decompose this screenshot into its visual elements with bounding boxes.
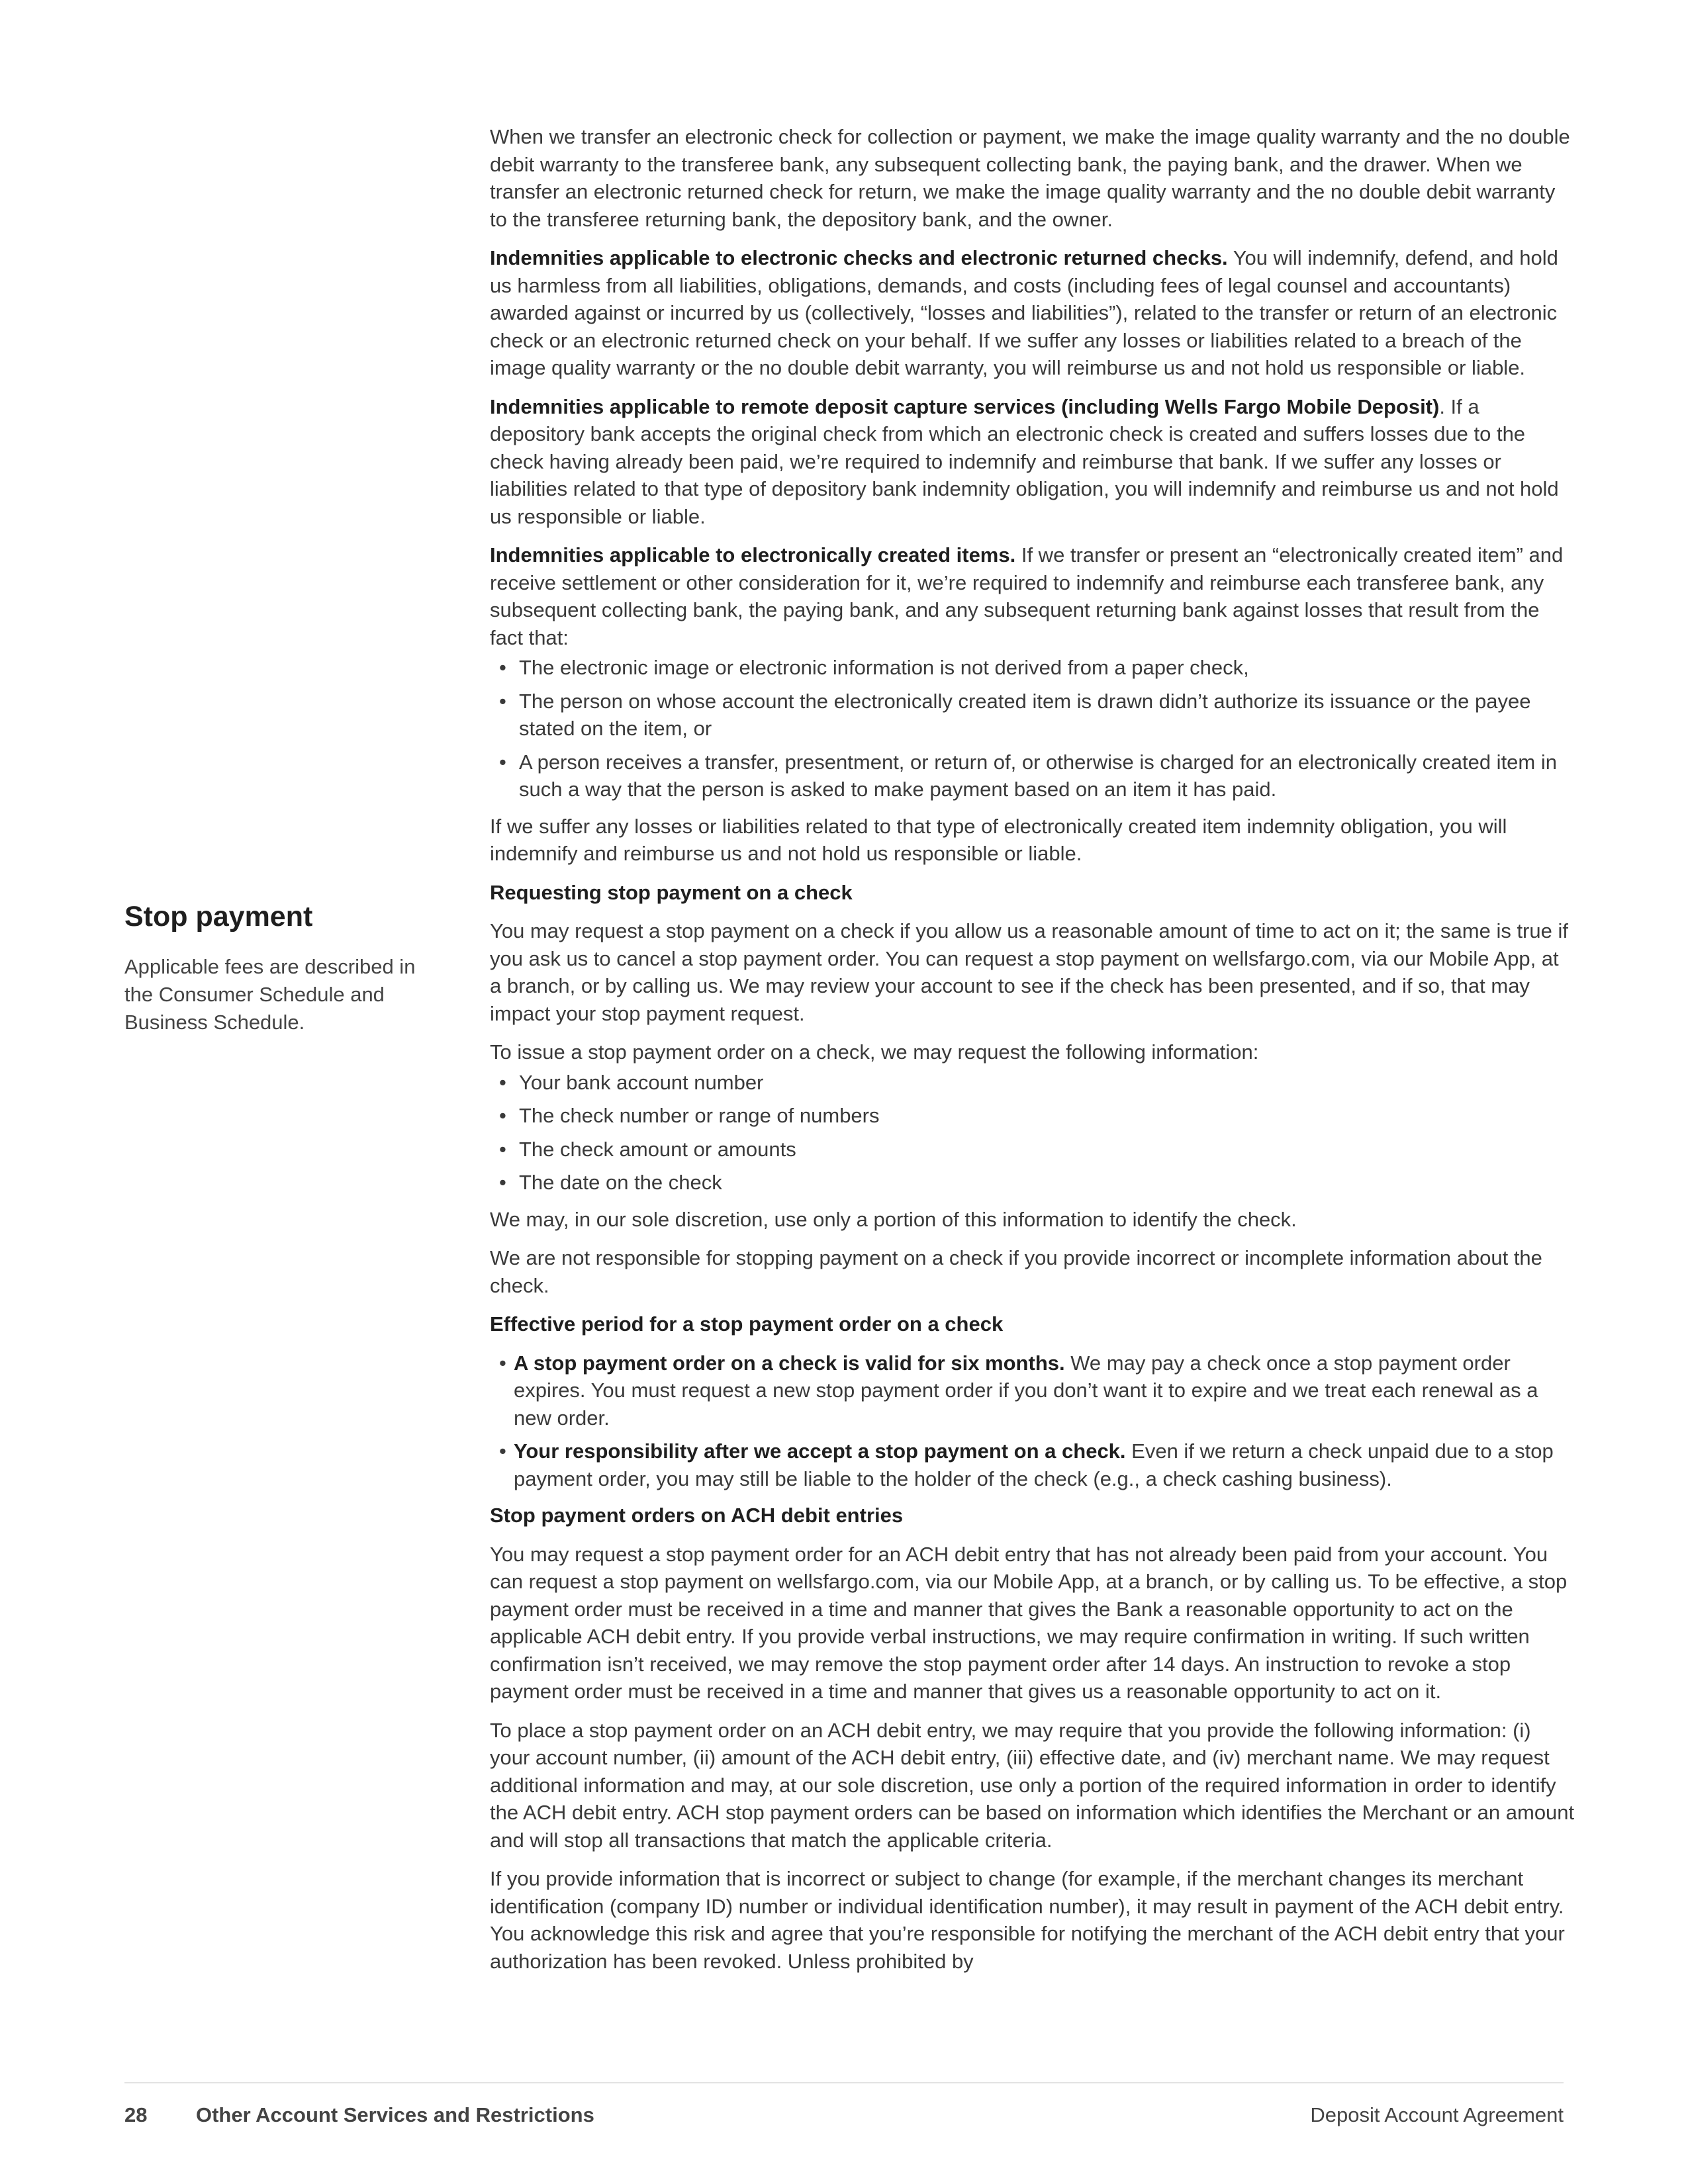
requesting-stop-payment-text: You may request a stop payment on a check if you allow us a reasonable amount of time to act on it; the same is true if you ask us to cancel a stop payment order. You can request a stop payment on wellsfargo.com, via our Mobile App, at a branch, or by calling us. We may review your account to see if the check has been presented, and if so, that may impact your stop payment request. bbox=[490, 919, 1568, 1025]
discretion-paragraph: We may, in our sole discretion, use only a portion of this information to identify the check. bbox=[490, 1207, 1297, 1231]
list-item-bold: A stop payment order on a check is valid for six months. bbox=[514, 1351, 1065, 1375]
list-item bbox=[490, 1437, 1575, 1492]
sidebar-heading: Stop payment bbox=[124, 901, 313, 933]
effective-period-list bbox=[490, 1349, 1575, 1493]
footer-section-title: Other Account Services and Restrictions bbox=[196, 2103, 594, 2126]
sidebar-fee-note: Applicable fees are described in the Consumer Schedule and Business Schedule. bbox=[124, 954, 416, 1034]
not-responsible-paragraph: We are not responsible for stopping payment on a check if you provide incorrect or incomplete information about the check. bbox=[490, 1246, 1542, 1297]
issue-intro: To issue a stop payment order on a check, we may request the following information: bbox=[490, 1040, 1259, 1064]
issue-info-list bbox=[490, 1069, 1575, 1197]
electronically-created-list bbox=[490, 654, 1575, 803]
requesting-stop-payment-heading: Requesting stop payment on a check bbox=[490, 880, 853, 904]
ach-heading: Stop payment orders on ACH debit entries bbox=[490, 1504, 904, 1527]
indemnity-remote-deposit-title: Indemnities applicable to remote deposit capture services (including Wells Fargo Mobile Deposit) bbox=[490, 394, 1440, 418]
list-item: • The check amount or amounts bbox=[490, 1136, 1575, 1163]
list-item bbox=[490, 1349, 1575, 1432]
footer-divider bbox=[124, 2082, 1564, 2083]
page-number: 28 bbox=[124, 2103, 148, 2126]
warranty-paragraph: When we transfer an electronic check for collection or payment, we make the image quality warranty and the no double debit warranty to the transferee bank, any subsequent collecting bank, the paying bank, and the drawer. When we transfer an electronic returned check for return, we make the image quality warranty and the no double debit warranty to the transferee returning bank, the depository bank, and the owner. bbox=[490, 125, 1570, 231]
ach-place-paragraph: To place a stop payment order on an ACH debit entry, we may require that you provide the following information: (i) your account number, (ii) amount of the ACH debit entry, (iii) effective date, and (iv) merchant name. We may request additional information and may, at our sole discretion, use only a portion of the required information in order to identify the ACH debit entry. ACH stop payment orders can be based on information which identifies the Merchant or an amount and will stop all transactions that match the applicable criteria. bbox=[490, 1718, 1575, 1852]
indemnity-electronic-checks-title: Indemnities applicable to electronic checks and electronic returned checks. bbox=[490, 246, 1228, 269]
list-item: • The date on the check bbox=[490, 1169, 1575, 1197]
effective-period-heading: Effective period for a stop payment order on a check bbox=[490, 1312, 1004, 1336]
list-item: • The electronic image or electronic information is not derived from a paper check, bbox=[490, 654, 1575, 682]
indemnity-electronically-created-title: Indemnities applicable to electronically created items. bbox=[490, 543, 1016, 567]
list-item-text: We may pay a check once a stop payment order expires. You must request a new stop payment order if you don’t want it to expire and we treat each renewal as a new order. bbox=[514, 1351, 1538, 1430]
list-item: • The check number or range of numbers bbox=[490, 1102, 1575, 1130]
list-item: • Your bank account number bbox=[490, 1069, 1575, 1097]
indemnity-electronic-checks-text: You will indemnify, defend, and hold us harmless from all liabilities, obligations, demands, and costs (including fees of legal counsel and accountants) awarded against or incurred by us (collectively, “losses and liabilities”), related to the transfer or return of an electronic check or an electronic returned check on your behalf. If we suffer any losses or liabilities related to a breach of the image quality warranty or the no double debit warranty, you will reimburse us and not hold us responsible or liable. bbox=[490, 246, 1558, 379]
electronically-created-after: If we suffer any losses or liabilities related to that type of electronically created item indemnity obligation, you will indemnify and reimburse us and not hold us responsible or liable. bbox=[490, 814, 1507, 865]
indemnity-remote-deposit bbox=[490, 393, 1575, 531]
list-item: • The person on whose account the electronically created item is drawn didn’t authorize its issuance or the payee stated on the item, or bbox=[490, 688, 1575, 743]
ach-incorrect-paragraph: If you provide information that is incorrect or subject to change (for example, if the merchant changes its merchant identification (company ID) number or individual identification number), it may result in payment of the ACH debit entry. You acknowledge this risk and agree that you’re responsible for notifying the merchant of the ACH debit entry that your authorization has been revoked. Unless prohibited by bbox=[490, 1867, 1565, 1973]
list-item-bold: Your responsibility after we accept a stop payment on a check. bbox=[514, 1439, 1126, 1463]
indemnity-electronically-created bbox=[490, 541, 1575, 651]
main-content bbox=[490, 123, 1575, 1986]
footer-document-title: Deposit Account Agreement bbox=[1310, 2103, 1564, 2126]
indemnity-electronic-checks bbox=[490, 244, 1575, 382]
ach-text: You may request a stop payment order for an ACH debit entry that has not already been paid from your account. You can request a stop payment on wellsfargo.com, via our Mobile App, at a branch, or by calling us. To be effective, a stop payment order must be received in a time and manner that gives the Bank a reasonable opportunity to act on the applicable ACH debit entry. If you provide verbal instructions, we may require confirmation in writing. If such written confirmation isn’t received, we may remove the stop payment order after 14 days. An instruction to revoke a stop payment order must be received in a time and manner that gives us a reasonable opportunity to act on it. bbox=[490, 1542, 1568, 1703]
list-item-text: Even if we return a check unpaid due to a stop payment order, you may still be liable to the holder of the check (e.g., a check cashing business). bbox=[514, 1439, 1554, 1490]
indemnity-electronically-created-text: If we transfer or present an “electronically created item” and receive settlement or other consideration for it, we’re required to indemnify and reimburse each transferee bank, any subsequent collecting bank, the paying bank, and any subsequent returning bank against losses that result from the fact that: bbox=[490, 543, 1564, 649]
indemnity-remote-deposit-text: . If a depository bank accepts the original check from which an electronic check is created and suffers losses due to the check having already been paid, we’re required to indemnify and reimburse that bank. If we suffer any losses or liabilities related to that type of depository bank indemnity obligation, you will indemnify and reimburse us and not hold us responsible or liable. bbox=[490, 394, 1559, 528]
sidebar bbox=[124, 900, 436, 1036]
list-item: • A person receives a transfer, presentment, or return of, or otherwise is charged for an electronically created item in such a way that the person is asked to make payment based on an item it has paid. bbox=[490, 749, 1575, 803]
